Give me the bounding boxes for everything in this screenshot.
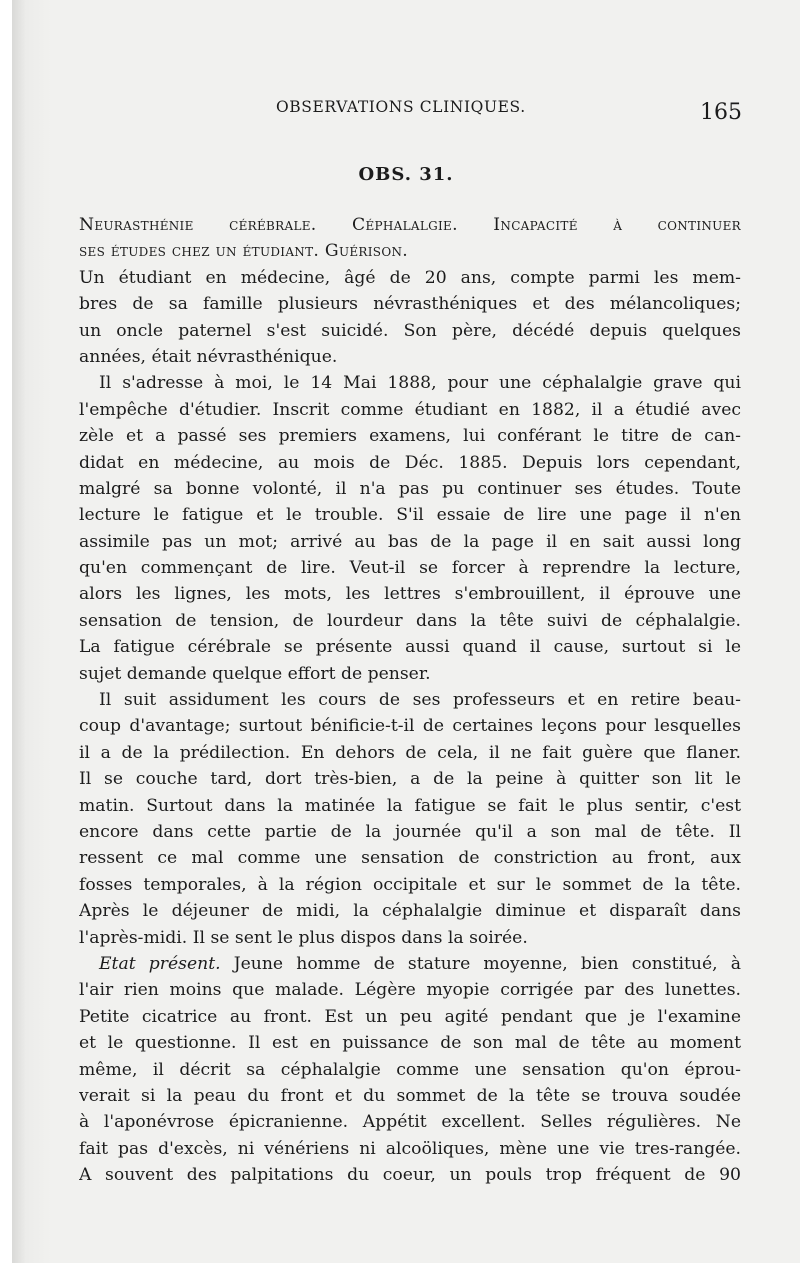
etat-present-text: Jeune homme de stature moyenne, bien constitué, à <box>233 953 741 974</box>
body-line: coup d'avantage; surtout bénificie-t-il de certaines leçons pour lesquelles <box>79 716 741 737</box>
body-line: Petite cicatrice au front. Est un peu agité pendant que je l'examine <box>79 1006 741 1027</box>
book-page <box>12 0 800 1263</box>
body-line: Il s'adresse à moi, le 14 Mai 1888, pour une céphalalgie grave qui <box>99 373 741 394</box>
body-line: un oncle paternel s'est suicidé. Son père, décédé depuis quelques <box>79 320 741 341</box>
case-heading-line: Neurasthénie cérébrale. Céphalalgie. Incapacité à continuer <box>79 215 741 235</box>
observation-text <box>79 212 741 1188</box>
body-line: didat en médecine, au mois de Déc. 1885. Depuis lors cependant, <box>79 452 741 473</box>
body-line: l'après-midi. Il se sent le plus dispos dans la soirée. <box>79 927 528 948</box>
body-line: l'empêche d'étudier. Inscrit comme étudiant en 1882, il a étudié avec <box>79 399 741 420</box>
body-line: ressent ce mal comme une sensation de constriction au front, aux <box>79 848 741 869</box>
body-line: Il suit assidument les cours de ses professeurs et en retire beau- <box>99 690 741 711</box>
body-line: alors les lignes, les mots, les lettres s'embrouillent, il éprouve une <box>79 584 741 605</box>
body-line: années, était névrasthénique. <box>79 346 338 367</box>
body-line: à l'aponévrose épicranienne. Appétit excellent. Selles régulières. Ne <box>79 1112 741 1133</box>
body-line: fait pas d'excès, ni vénériens ni alcoöliques, mène une vie tres-rangée. <box>79 1138 741 1159</box>
body-line: zèle et a passé ses premiers examens, lui conférant le titre de can- <box>79 426 741 447</box>
body-line: assimile pas un mot; arrivé au bas de la page il en sait aussi long <box>79 531 741 552</box>
body-line: sensation de tension, de lourdeur dans la tête suivi de céphalalgie. <box>79 610 741 631</box>
body-line: Il se couche tard, dort très-bien, a de la peine à quitter son lit le <box>79 769 741 790</box>
page-number: 165 <box>700 100 742 125</box>
body-line: et le questionne. Il est en puissance de son mal de tête au moment <box>79 1033 741 1054</box>
running-head: OBSERVATIONS CLINIQUES. <box>276 98 526 116</box>
body-line-etat <box>79 951 741 977</box>
body-line: Après le déjeuner de midi, la céphalalgie diminue et disparaît dans <box>79 901 741 922</box>
body-line: malgré sa bonne volonté, il n'a pas pu continuer ses études. Toute <box>79 478 741 499</box>
body-line: l'air rien moins que malade. Légère myopie corrigée par des lunettes. <box>79 980 741 1001</box>
body-line: matin. Surtout dans la matinée la fatigue se fait le plus sentir, c'est <box>79 795 741 816</box>
body-line: bres de sa famille plusieurs névrasthéniques et des mélancoliques; <box>79 294 741 315</box>
body-line: il a de la prédilection. En dehors de cela, il ne fait guère que flaner. <box>79 742 741 763</box>
body-line: même, il décrit sa céphalalgie comme une sensation qu'on éprou- <box>79 1059 741 1080</box>
body-line: La fatigue cérébrale se présente aussi quand il cause, surtout si le <box>79 637 741 658</box>
scan-margin <box>0 0 12 1263</box>
body-line: encore dans cette partie de la journée qu'il a son mal de tête. Il <box>79 821 741 842</box>
body-line: verait si la peau du front et du sommet de la tête se trouva soudée <box>79 1085 741 1106</box>
body-line: lecture le fatigue et le trouble. S'il essaie de lire une page il n'en <box>79 505 741 526</box>
body-line: qu'en commençant de lire. Veut-il se forcer à reprendre la lecture, <box>79 558 741 579</box>
case-heading-line: ses études chez un étudiant. Guérison. <box>79 241 409 262</box>
etat-present-label: Etat présent. <box>99 953 221 974</box>
body-line: sujet demande quelque effort de penser. <box>79 663 431 684</box>
observation-title: OBS. 31. <box>358 164 454 185</box>
body-line: fosses temporales, à la région occipitale et sur le sommet de la tête. <box>79 874 741 895</box>
body-line: A souvent des palpitations du coeur, un pouls trop fréquent de 90 <box>79 1165 741 1186</box>
body-line: Un étudiant en médecine, âgé de 20 ans, compte parmi les mem- <box>79 267 741 288</box>
